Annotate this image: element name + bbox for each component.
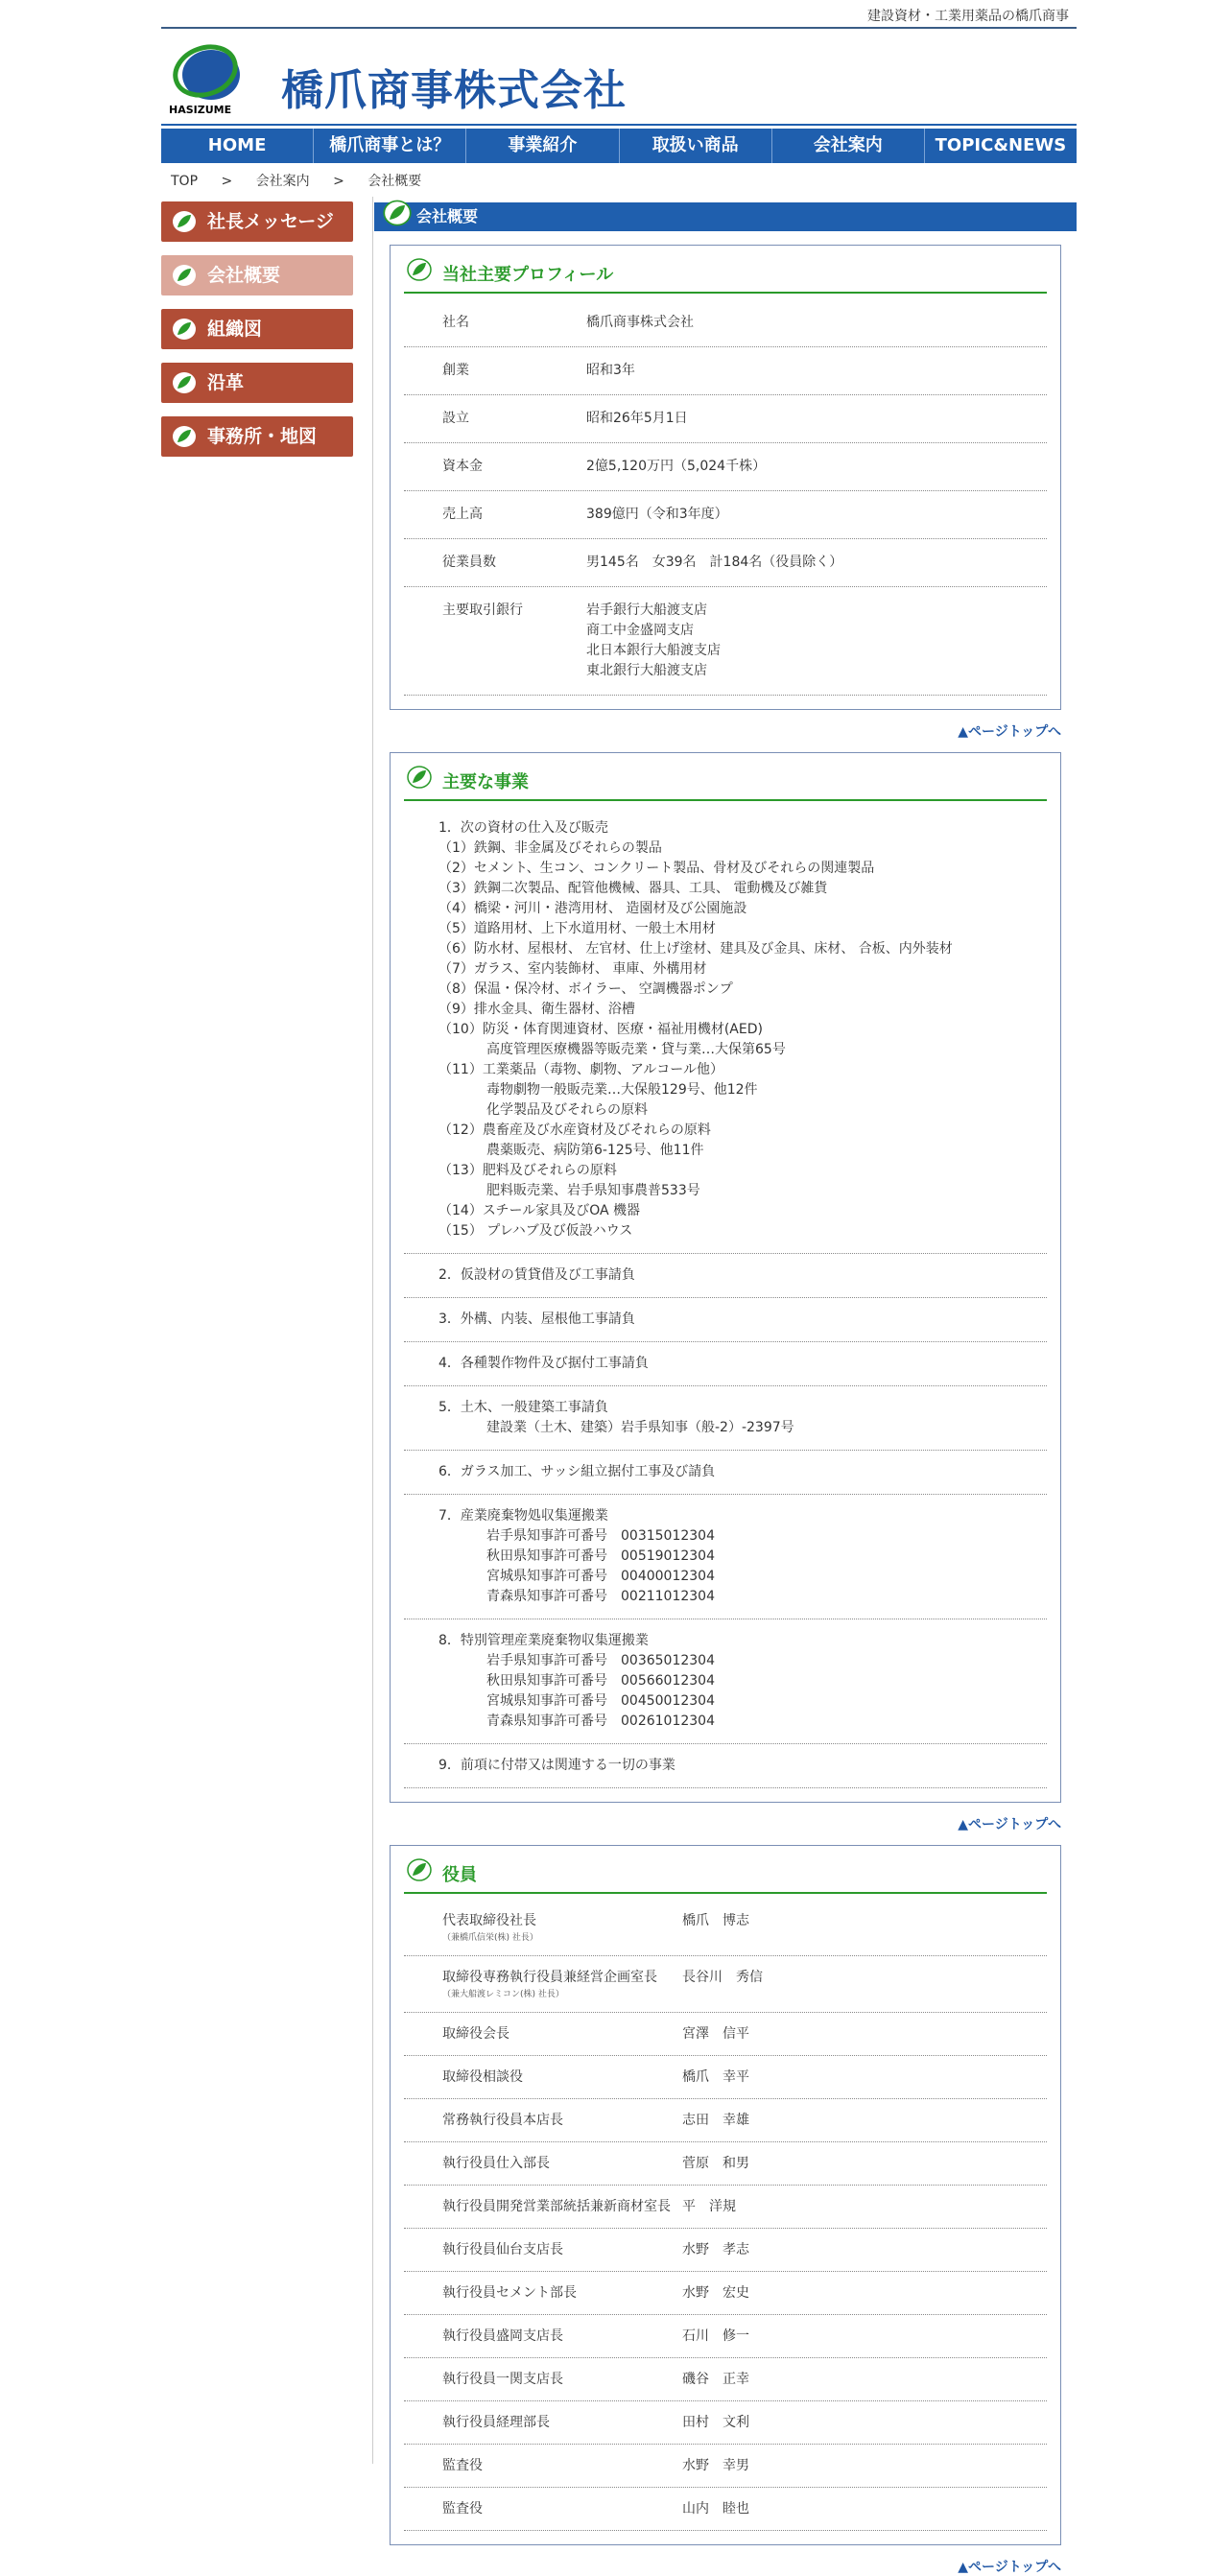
sidebar-item-message[interactable]: 社長メッセージ xyxy=(161,201,353,242)
main-nav xyxy=(161,126,1077,163)
officer-role: 監査役 xyxy=(442,2458,483,2473)
business-line: （14）スチール家具及びOA 機器 xyxy=(438,1203,641,1218)
officer-name: 水野 宏史 xyxy=(682,2285,749,2301)
leaf-icon xyxy=(382,199,413,227)
officer-name: 平 洋規 xyxy=(682,2199,736,2214)
officer-title xyxy=(442,2154,682,2174)
profile-value: 389億円（令和3年度） xyxy=(586,507,728,522)
officer-title xyxy=(442,2370,682,2390)
nav-home[interactable]: HOME xyxy=(161,129,314,163)
officer-title xyxy=(442,2456,682,2476)
officer-row xyxy=(404,2401,1047,2445)
profile-table xyxy=(404,299,1047,696)
officer-row xyxy=(404,2229,1047,2272)
business-line: 秋田県知事許可番号 00519012304 xyxy=(486,1548,715,1564)
leaf-icon xyxy=(406,1857,433,1882)
business-line: 6．ガラス加工、サッシ組立据付工事及び請負 xyxy=(438,1464,716,1479)
business-line: 7．産業廃棄物処収集運搬業 xyxy=(438,1508,608,1524)
officer-row xyxy=(404,2272,1047,2315)
nav-company[interactable]: 会社案内 xyxy=(772,129,925,163)
business-line: 秋田県知事許可番号 00566012304 xyxy=(486,1673,715,1689)
breadcrumb-separator: > xyxy=(333,174,344,189)
officer-title xyxy=(442,1968,682,2001)
officer-row xyxy=(404,2142,1047,2186)
nav-topics[interactable]: TOPIC&NEWS xyxy=(935,135,1067,155)
business-item xyxy=(404,1386,1047,1451)
business-line: （12）農畜産及び水産資材及びそれらの原料 xyxy=(438,1123,711,1138)
table-row xyxy=(404,539,1047,587)
officer-name: 水野 幸男 xyxy=(682,2458,749,2473)
leaf-icon xyxy=(171,209,198,234)
profile-key: 売上高 xyxy=(442,507,483,522)
officer-row xyxy=(404,2099,1047,2142)
officer-name: 橋爪 幸平 xyxy=(682,2069,749,2085)
business-line: 肥料販売業、岩手県知事農普533号 xyxy=(486,1183,700,1198)
officer-row xyxy=(404,1900,1047,1956)
profile-value: 男145名 女39名 計184名（役員除く） xyxy=(586,555,843,570)
officer-role: 執行役員仕入部長 xyxy=(442,2156,550,2171)
table-row xyxy=(404,587,1047,696)
officers-list xyxy=(404,1900,1047,2531)
officer-name: 磯谷 正幸 xyxy=(682,2372,749,2387)
profile-key: 社名 xyxy=(442,315,469,330)
officer-name: 石川 修一 xyxy=(682,2328,749,2344)
officer-role: 常務執行役員本店長 xyxy=(442,2113,563,2128)
sidebar-item-offices[interactable]: 事務所・地図 xyxy=(161,416,353,457)
business-item xyxy=(404,1744,1047,1788)
business-line: 4．各種製作物件及び据付工事請負 xyxy=(438,1356,649,1371)
section-header xyxy=(374,202,1077,231)
business-item xyxy=(404,1342,1047,1386)
table-row xyxy=(404,299,1047,347)
header-divider xyxy=(161,27,1077,29)
page-top-link[interactable]: ▲ページトップへ xyxy=(958,724,1061,740)
business-box xyxy=(390,752,1061,1803)
sidebar xyxy=(161,201,353,470)
officer-role: 取締役相談役 xyxy=(442,2069,523,2085)
officer-name: 田村 文利 xyxy=(682,2415,749,2430)
officer-title xyxy=(442,2499,682,2519)
business-line: 5．土木、一般建築工事請負 xyxy=(438,1400,608,1415)
sidebar-item-history[interactable]: 沿革 xyxy=(161,363,353,403)
business-line: （5）道路用材、上下水道用材、一般土木用材 xyxy=(438,921,716,936)
officer-role: 執行役員一関支店長 xyxy=(442,2372,563,2387)
profile-value: 東北銀行大船渡支店 xyxy=(586,663,707,678)
officer-title xyxy=(442,2111,682,2131)
business-line: 岩手県知事許可番号 00315012304 xyxy=(486,1528,715,1544)
nav-about[interactable]: 橋爪商事とは？ xyxy=(314,129,466,163)
business-line: 岩手県知事許可番号 00365012304 xyxy=(486,1653,715,1668)
officer-role: 取締役会長 xyxy=(442,2026,509,2042)
profile-value: 商工中金盛岡支店 xyxy=(586,623,694,638)
officer-title xyxy=(442,2327,682,2347)
section-title: 会社概要 xyxy=(416,207,479,225)
profile-value: 橋爪商事株式会社 xyxy=(586,315,694,330)
business-line: 高度管理医療機器等販売業・貸与業…大保第65号 xyxy=(486,1042,786,1057)
business-line: （7）ガラス、室内装飾材、 車庫、外構用材 xyxy=(438,961,707,977)
leaf-icon xyxy=(171,424,198,449)
officer-note: （兼大船渡レミコン(株) 社長） xyxy=(442,1990,564,1999)
leaf-icon xyxy=(171,263,198,288)
leaf-icon xyxy=(406,257,433,282)
breadcrumb-company[interactable]: 会社案内 xyxy=(255,174,310,189)
officer-role: 取締役専務執行役員兼経営企画室長 xyxy=(442,1970,657,1985)
business-line: 青森県知事許可番号 00211012304 xyxy=(486,1589,715,1604)
business-line: 毒物劇物一般販売業…大保般129号、他12件 xyxy=(486,1082,758,1098)
nav-business[interactable]: 事業紹介 xyxy=(466,129,619,163)
business-line: 農薬販売、病防第6-125号、他11件 xyxy=(486,1143,704,1158)
officer-row xyxy=(404,2358,1047,2401)
sidebar-item-overview[interactable]: 会社概要 xyxy=(161,255,353,295)
breadcrumb xyxy=(171,171,440,190)
officer-role: 執行役員セメント部長 xyxy=(442,2285,577,2301)
business-line: 建設業（土木、建築）岩手県知事（般-2）-2397号 xyxy=(486,1420,794,1435)
officer-role: 執行役員仙台支店長 xyxy=(442,2242,563,2257)
officer-role: 執行役員開発営業部統括兼新商材室長 xyxy=(442,2199,671,2214)
officer-name: 菅原 和男 xyxy=(682,2156,749,2171)
breadcrumb-separator: > xyxy=(221,174,233,189)
leaf-icon xyxy=(171,317,198,342)
profile-value: 昭和3年 xyxy=(586,363,635,378)
profile-key: 創業 xyxy=(442,363,469,378)
business-line: 9．前項に付帯又は関連する一切の事業 xyxy=(438,1758,675,1773)
business-line: （2）セメント、生コン、コンクリート製品、骨材及びそれらの関連製品 xyxy=(438,861,875,876)
business-line: 3．外構、内装、屋根他工事請負 xyxy=(438,1312,635,1327)
business-title: 主要な事業 xyxy=(404,763,1047,801)
officer-title xyxy=(442,2413,682,2433)
page-top-link[interactable]: ▲ページトップへ xyxy=(958,1817,1061,1832)
officer-title xyxy=(442,2283,682,2304)
officer-row xyxy=(404,2013,1047,2056)
profile-box xyxy=(390,245,1061,710)
officer-name: 山内 睦也 xyxy=(682,2501,749,2517)
table-row xyxy=(404,491,1047,539)
logo-caption: HASIZUME xyxy=(169,104,232,116)
profile-key: 主要取引銀行 xyxy=(442,603,523,618)
business-line: （15） プレハブ及び仮設ハウス xyxy=(438,1223,633,1239)
officer-role: 代表取締役社長 xyxy=(442,1913,536,1928)
business-line: 宮城県知事許可番号 00400012304 xyxy=(486,1569,715,1584)
business-item xyxy=(404,1298,1047,1342)
officer-row xyxy=(404,2488,1047,2531)
officer-name: 宮澤 信平 xyxy=(682,2026,749,2042)
nav-products[interactable]: 取扱い商品 xyxy=(620,129,772,163)
profile-key: 設立 xyxy=(442,411,469,426)
officer-name: 橋爪 博志 xyxy=(682,1913,749,1928)
profile-key: 資本金 xyxy=(442,459,483,474)
table-row xyxy=(404,443,1047,491)
profile-value: 2億5,120万円（5,024千株） xyxy=(586,459,767,474)
page xyxy=(161,0,1077,2575)
officer-title xyxy=(442,2024,682,2044)
table-row xyxy=(404,395,1047,443)
business-line: （3）鉄鋼二次製品、配管他機械、器具、工具、 電動機及び雑貨 xyxy=(438,881,828,896)
officer-name: 長谷川 秀信 xyxy=(682,1970,763,1985)
business-line: 化学製品及びそれらの原料 xyxy=(486,1102,648,1118)
business-line: （10）防災・体育関連資材、医療・福祉用機材(AED) xyxy=(438,1022,763,1037)
business-list xyxy=(404,807,1047,1788)
profile-value: 昭和26年5月1日 xyxy=(586,411,688,426)
officer-role: 執行役員経理部長 xyxy=(442,2415,550,2430)
table-row xyxy=(404,347,1047,395)
page-top-link[interactable]: ▲ページトップへ xyxy=(958,2560,1061,2575)
officer-title xyxy=(442,2068,682,2088)
content-divider xyxy=(372,197,373,2464)
business-item xyxy=(404,1254,1047,1298)
business-line: 2．仮設材の賃貸借及び工事請負 xyxy=(438,1267,635,1283)
profile-value: 岩手銀行大船渡支店 xyxy=(586,603,707,618)
breadcrumb-current: 会社概要 xyxy=(367,174,422,189)
profile-title: 当社主要プロフィール xyxy=(404,255,1047,294)
business-line: （11）工業薬品（毒物、劇物、アルコール他） xyxy=(438,1062,723,1077)
business-line: （8）保温・保冷材、ボイラー、 空調機器ポンプ xyxy=(438,981,733,997)
officer-role: 監査役 xyxy=(442,2501,483,2517)
business-item xyxy=(404,1495,1047,1619)
business-item xyxy=(404,1619,1047,1744)
leaf-icon xyxy=(171,370,198,395)
officer-row xyxy=(404,2186,1047,2229)
business-line: 8．特別管理産業廃棄物収集運搬業 xyxy=(438,1633,649,1648)
business-item xyxy=(404,1451,1047,1495)
officer-row xyxy=(404,2056,1047,2099)
business-line: （13）肥料及びそれらの原料 xyxy=(438,1163,617,1178)
officer-row xyxy=(404,2315,1047,2358)
profile-key: 従業員数 xyxy=(442,555,496,570)
business-line: 1．次の資材の仕入及び販売 xyxy=(438,820,608,836)
business-item xyxy=(404,807,1047,1254)
main-content xyxy=(374,198,1077,2576)
officer-row xyxy=(404,1956,1047,2013)
officer-title xyxy=(442,2240,682,2260)
leaf-icon xyxy=(406,765,433,790)
business-line: （4）橋梁・河川・港湾用材、 造園材及び公園施設 xyxy=(438,901,747,916)
business-line: 青森県知事許可番号 00261012304 xyxy=(486,1713,715,1729)
business-line: 宮城県知事許可番号 00450012304 xyxy=(486,1693,715,1709)
header-tagline: 建設資材・工業用薬品の橋爪商事 xyxy=(867,9,1069,24)
officers-title: 役員 xyxy=(404,1855,1047,1894)
business-line: （6）防水材、屋根材、 左官材、仕上げ塗材、建具及び金具、床材、 合板、内外装材 xyxy=(438,941,953,957)
business-line: （9）排水金具、衛生器材、浴槽 xyxy=(438,1002,635,1017)
profile-value: 北日本銀行大船渡支店 xyxy=(586,643,721,658)
company-name[interactable]: 橋爪商事株式会社 xyxy=(281,66,627,115)
officers-box xyxy=(390,1845,1061,2545)
officer-title xyxy=(442,1911,682,1945)
sidebar-item-organization[interactable]: 組織図 xyxy=(161,309,353,349)
breadcrumb-top[interactable]: TOP xyxy=(171,174,199,189)
officer-title xyxy=(442,2197,682,2217)
officer-name: 水野 孝志 xyxy=(682,2242,749,2257)
officer-role: 執行役員盛岡支店長 xyxy=(442,2328,563,2344)
officer-name: 志田 幸雄 xyxy=(682,2113,749,2128)
officer-note: （兼橋爪信栄(株) 社長） xyxy=(442,1933,538,1943)
officer-row xyxy=(404,2445,1047,2488)
business-line: （1）鉄鋼、非金属及びそれらの製品 xyxy=(438,840,662,856)
